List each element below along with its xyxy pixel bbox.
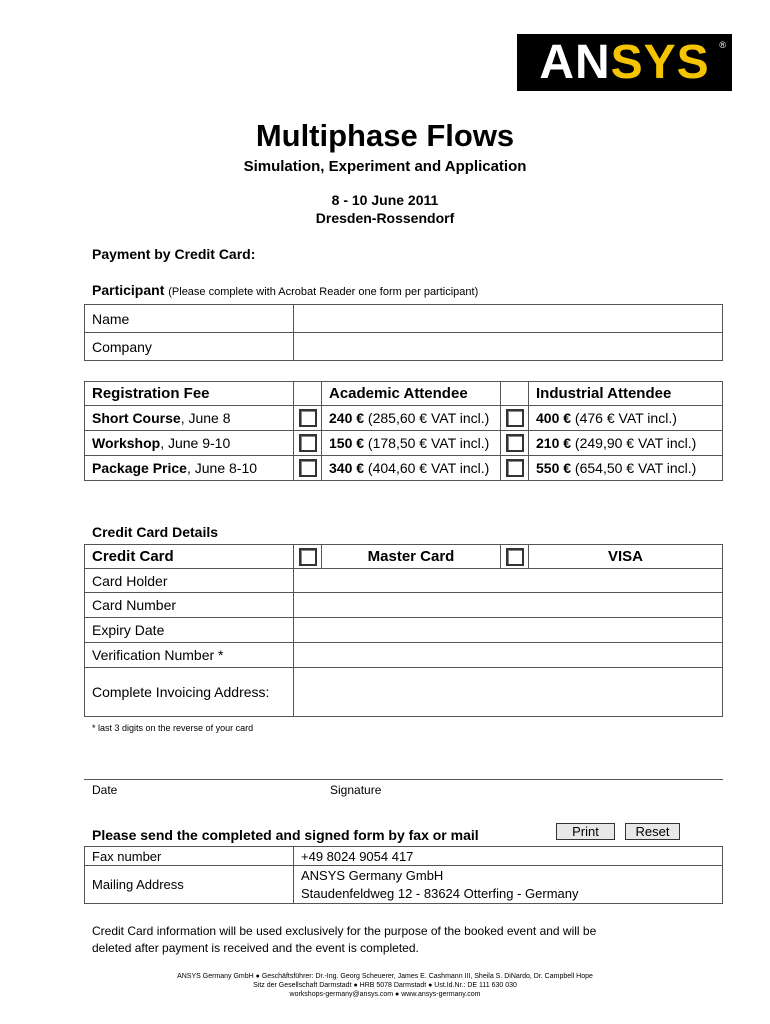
fee-row-date: , June 8-10 bbox=[186, 460, 258, 476]
fee-vat: (404,60 € VAT incl.) bbox=[364, 460, 490, 476]
privacy-notice-line: deleted after payment is received and the event is completed. bbox=[92, 941, 419, 955]
card-holder-field[interactable] bbox=[294, 569, 723, 593]
fee-vat: (285,60 € VAT incl.) bbox=[364, 410, 490, 426]
fee-row-label bbox=[85, 431, 294, 456]
fee-row-name: Package Price bbox=[92, 460, 187, 476]
fee-academic-price-cell bbox=[322, 456, 501, 481]
package-academic-checkbox[interactable] bbox=[299, 459, 317, 477]
company-label: Company bbox=[85, 333, 294, 361]
workshop-industrial-checkbox[interactable] bbox=[506, 434, 524, 452]
ansys-logo bbox=[517, 34, 732, 91]
package-industrial-checkbox[interactable] bbox=[506, 459, 524, 477]
short-course-academic-cell bbox=[294, 406, 322, 431]
name-field[interactable] bbox=[294, 305, 723, 333]
fee-industrial-price-cell bbox=[529, 456, 723, 481]
fee-row-short-course bbox=[85, 406, 723, 431]
invoicing-address-field[interactable] bbox=[294, 668, 723, 717]
fee-industrial-price-cell bbox=[529, 431, 723, 456]
participant-note: (Please complete with Acrobat Reader one form per participant) bbox=[168, 286, 479, 298]
card-number-label: Card Number bbox=[85, 593, 294, 618]
fee-vat: (249,90 € VAT incl.) bbox=[571, 435, 697, 451]
fax-value: +49 8024 9054 417 bbox=[294, 847, 723, 866]
package-industrial-cell bbox=[501, 456, 529, 481]
fee-price: 400 € bbox=[536, 410, 572, 426]
fee-price: 550 € bbox=[536, 460, 572, 476]
payment-heading: Payment by Credit Card: bbox=[92, 246, 256, 262]
event-dates: 8 - 10 June 2011 bbox=[331, 192, 439, 208]
mailing-address-line: Staudenfeldweg 12 - 83624 Otterfing - Germany bbox=[301, 885, 579, 901]
card-number-field[interactable] bbox=[294, 593, 723, 618]
package-academic-cell bbox=[294, 456, 322, 481]
logo-sys-text: SYS bbox=[610, 36, 710, 89]
fee-row-label bbox=[85, 456, 294, 481]
page-title: Multiphase Flows bbox=[255, 118, 515, 153]
fee-vat: (654,50 € VAT incl.) bbox=[571, 460, 697, 476]
footer-line: workshops-germany@ansys.com ● www.ansys-germany.com bbox=[289, 991, 481, 998]
verification-number-label: Verification Number * bbox=[85, 643, 294, 668]
verification-number-field[interactable] bbox=[294, 643, 723, 668]
visa-label: VISA bbox=[529, 545, 723, 569]
send-table bbox=[84, 846, 723, 904]
expiry-date-label: Expiry Date bbox=[85, 618, 294, 643]
signature-divider bbox=[84, 779, 723, 780]
participant-heading: Participant bbox=[92, 282, 165, 298]
fee-row-date: , June 8 bbox=[180, 410, 231, 426]
workshop-academic-checkbox[interactable] bbox=[299, 434, 317, 452]
mailing-address-label: Mailing Address bbox=[85, 866, 294, 904]
fee-row-label bbox=[85, 406, 294, 431]
privacy-notice-line: Credit Card information will be used exclusively for the purpose of the booked event and will be bbox=[92, 924, 597, 938]
fee-industrial-price-cell bbox=[529, 406, 723, 431]
fee-row-package bbox=[85, 456, 723, 481]
fee-vat: (476 € VAT incl.) bbox=[571, 410, 677, 426]
credit-card-heading: Credit Card Details bbox=[92, 524, 219, 540]
credit-card-label: Credit Card bbox=[85, 545, 294, 569]
master-card-checkbox[interactable] bbox=[299, 548, 317, 566]
fee-row-workshop bbox=[85, 431, 723, 456]
footer-line: ANSYS Germany GmbH ● Geschäftsführer: Dr.-Ing. Georg Scheuerer, James E. Cashmann III, Sheila S. DiNardo, Dr. Campbell Hope bbox=[177, 973, 593, 980]
page-subtitle: Simulation, Experiment and Application bbox=[243, 158, 527, 175]
master-card-label: Master Card bbox=[322, 545, 501, 569]
fee-academic-price-cell bbox=[322, 406, 501, 431]
send-heading: Please send the completed and signed form by fax or mail bbox=[92, 827, 479, 843]
fee-header-academic: Academic Attendee bbox=[322, 382, 501, 406]
date-label: Date bbox=[92, 783, 118, 797]
workshop-industrial-cell bbox=[501, 431, 529, 456]
reset-button[interactable]: Reset bbox=[625, 823, 680, 840]
footer-line: Sitz der Gesellschaft Darmstadt ● HRB 5078 Darmstadt ● Ust.Id.Nr.: DE 111 630 030 bbox=[253, 982, 517, 989]
fee-header-spacer bbox=[294, 382, 322, 406]
logo-an-text: AN bbox=[539, 36, 611, 89]
fee-header-industrial: Industrial Attendee bbox=[529, 382, 723, 406]
name-label: Name bbox=[85, 305, 294, 333]
fee-header-spacer bbox=[501, 382, 529, 406]
invoicing-address-label: Complete Invoicing Address: bbox=[85, 668, 294, 717]
fax-label: Fax number bbox=[85, 847, 294, 866]
card-holder-label: Card Holder bbox=[85, 569, 294, 593]
fee-row-date: , June 9-10 bbox=[160, 435, 231, 451]
participant-table bbox=[84, 304, 723, 361]
registered-mark: ® bbox=[719, 40, 726, 50]
fee-price: 150 € bbox=[329, 435, 365, 451]
privacy-notice bbox=[92, 923, 596, 957]
short-course-industrial-cell bbox=[501, 406, 529, 431]
print-button[interactable]: Print bbox=[556, 823, 615, 840]
short-course-industrial-checkbox[interactable] bbox=[506, 409, 524, 427]
company-field[interactable] bbox=[294, 333, 723, 361]
fee-price: 340 € bbox=[329, 460, 365, 476]
visa-checkbox[interactable] bbox=[506, 548, 524, 566]
expiry-date-field[interactable] bbox=[294, 618, 723, 643]
signature-label: Signature bbox=[330, 783, 382, 797]
mailing-address-value bbox=[294, 866, 723, 904]
fee-row-name: Workshop bbox=[92, 435, 161, 451]
credit-card-table bbox=[84, 544, 723, 717]
fee-vat: (178,50 € VAT incl.) bbox=[364, 435, 490, 451]
fees-table bbox=[84, 381, 723, 481]
master-card-cell bbox=[294, 545, 322, 569]
fee-row-name: Short Course bbox=[92, 410, 181, 426]
event-location: Dresden-Rossendorf bbox=[315, 210, 455, 226]
verification-footnote: * last 3 digits on the reverse of your card bbox=[92, 723, 254, 733]
visa-cell bbox=[501, 545, 529, 569]
fee-price: 210 € bbox=[536, 435, 572, 451]
mailing-address-line: ANSYS Germany GmbH bbox=[301, 867, 444, 883]
workshop-academic-cell bbox=[294, 431, 322, 456]
fee-header-label: Registration Fee bbox=[85, 382, 294, 406]
fee-academic-price-cell bbox=[322, 431, 501, 456]
fee-price: 240 € bbox=[329, 410, 365, 426]
short-course-academic-checkbox[interactable] bbox=[299, 409, 317, 427]
participant-heading-row bbox=[92, 282, 478, 298]
